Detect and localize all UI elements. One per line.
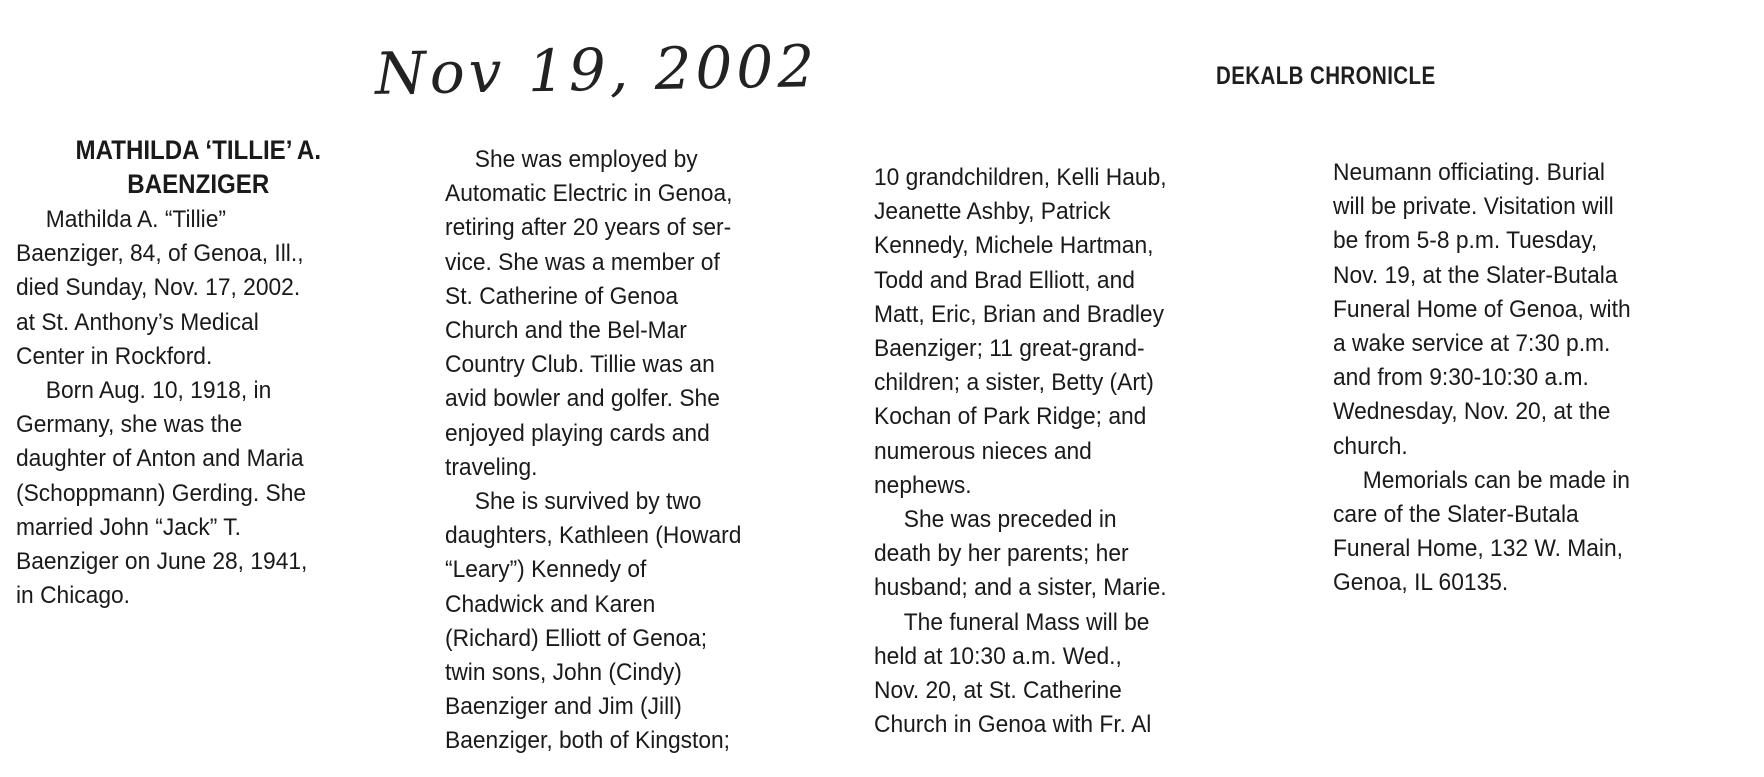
text-line: and from 9:30-10:30 a.m.	[1333, 364, 1589, 392]
obituary-headline	[23, 133, 373, 201]
text-line: daughter of Anton and Maria	[16, 445, 304, 473]
text-line: St. Catherine of Genoa	[445, 282, 679, 310]
text-line: Germany, she was the	[16, 411, 243, 439]
headline-line: MATHILDA ‘TILLIE’ A.	[75, 135, 322, 165]
text-line: married John “Jack” T.	[16, 513, 241, 541]
handwritten-date: Nov 19, 2002	[374, 32, 819, 108]
text-line: Funeral Home of Genoa, with	[1333, 295, 1631, 323]
text-line: Kochan of Park Ridge; and	[874, 403, 1147, 431]
text-line: held at 10:30 a.m. Wed.,	[874, 642, 1122, 670]
text-line: Automatic Electric in Genoa,	[445, 180, 733, 208]
text-line: Born Aug. 10, 1918, in	[45, 377, 272, 405]
text-line: husband; and a sister, Marie.	[874, 574, 1167, 602]
text-line: death by her parents; her	[874, 540, 1129, 568]
text-line: 10 grandchildren, Kelli Haub,	[874, 164, 1167, 191]
text-line: (Schoppmann) Gerding. She	[16, 479, 307, 507]
text-line: traveling.	[445, 453, 538, 481]
text-line: Baenziger; 11 great-grand-	[874, 335, 1145, 363]
text-line: Genoa, IL 60135.	[1333, 569, 1509, 597]
text-line: Jeanette Ashby, Patrick	[874, 198, 1111, 226]
text-line: retiring after 20 years of ser-	[445, 214, 732, 242]
text-line: Funeral Home, 132 W. Main,	[1333, 535, 1624, 563]
text-line: Chadwick and Karen	[445, 590, 656, 618]
text-line: daughters, Kathleen (Howard	[445, 522, 742, 550]
text-line: Matt, Eric, Brian and Bradley	[874, 300, 1165, 328]
text-line: Memorials can be made in	[1362, 466, 1630, 494]
text-line: Mathilda A. “Tillie”	[45, 206, 226, 233]
text-line: Baenziger on June 28, 1941,	[16, 548, 308, 576]
text-line: be from 5-8 p.m. Tuesday,	[1333, 227, 1598, 255]
obituary-column-2	[445, 143, 817, 759]
text-line: died Sunday, Nov. 17, 2002.	[16, 274, 301, 302]
text-line: a wake service at 7:30 p.m.	[1333, 330, 1611, 358]
column-1-body	[16, 203, 381, 613]
text-line: Baenziger, both of Kingston;	[445, 727, 731, 755]
obituary-column-1	[16, 133, 381, 613]
obituary-column-4	[1333, 156, 1705, 601]
text-line: She was preceded in	[903, 506, 1117, 534]
column-3-body	[874, 161, 1246, 742]
text-line: She is survived by two	[474, 488, 702, 516]
newspaper-masthead: DEKALB CHRONICLE	[1216, 62, 1436, 90]
text-line: children; a sister, Betty (Art)	[874, 369, 1154, 397]
text-line: She was employed by	[474, 146, 698, 173]
text-line: avid bowler and golfer. She	[445, 385, 720, 413]
text-line: care of the Slater-Butala	[1333, 501, 1579, 529]
text-line: “Leary”) Kennedy of	[445, 556, 647, 584]
headline-line: BAENZIGER	[127, 169, 270, 199]
text-line: Church in Genoa with Fr. Al	[874, 711, 1152, 739]
text-line: Wednesday, Nov. 20, at the	[1333, 398, 1611, 426]
text-line: (Richard) Elliott of Genoa;	[445, 624, 708, 652]
text-line: Kennedy, Michele Hartman,	[874, 232, 1154, 260]
column-4-body	[1333, 156, 1705, 601]
text-line: enjoyed playing cards and	[445, 419, 710, 447]
text-line: vice. She was a member of	[445, 248, 720, 276]
text-line: Baenziger and Jim (Jill)	[445, 693, 682, 721]
text-line: Nov. 19, at the Slater-Butala	[1333, 261, 1618, 289]
text-line: twin sons, John (Cindy)	[445, 659, 682, 687]
text-line: Nov. 20, at St. Catherine	[874, 677, 1122, 705]
text-line: at St. Anthony’s Medical	[16, 308, 259, 336]
text-line: Center in Rockford.	[16, 342, 213, 370]
obituary-column-3	[874, 161, 1246, 742]
text-line: nephews.	[874, 471, 972, 499]
text-line: will be private. Visitation will	[1333, 193, 1614, 221]
text-line: Baenziger, 84, of Genoa, Ill.,	[16, 240, 304, 268]
text-line: numerous nieces and	[874, 437, 1092, 465]
text-line: Church and the Bel-Mar	[445, 317, 687, 345]
text-line: The funeral Mass will be	[903, 608, 1150, 636]
column-2-body	[445, 143, 817, 759]
text-line: Neumann officiating. Burial	[1333, 159, 1605, 186]
text-line: church.	[1333, 432, 1408, 460]
text-line: Todd and Brad Elliott, and	[874, 266, 1135, 294]
text-line: in Chicago.	[16, 582, 130, 610]
text-line: Country Club. Tillie was an	[445, 351, 715, 379]
